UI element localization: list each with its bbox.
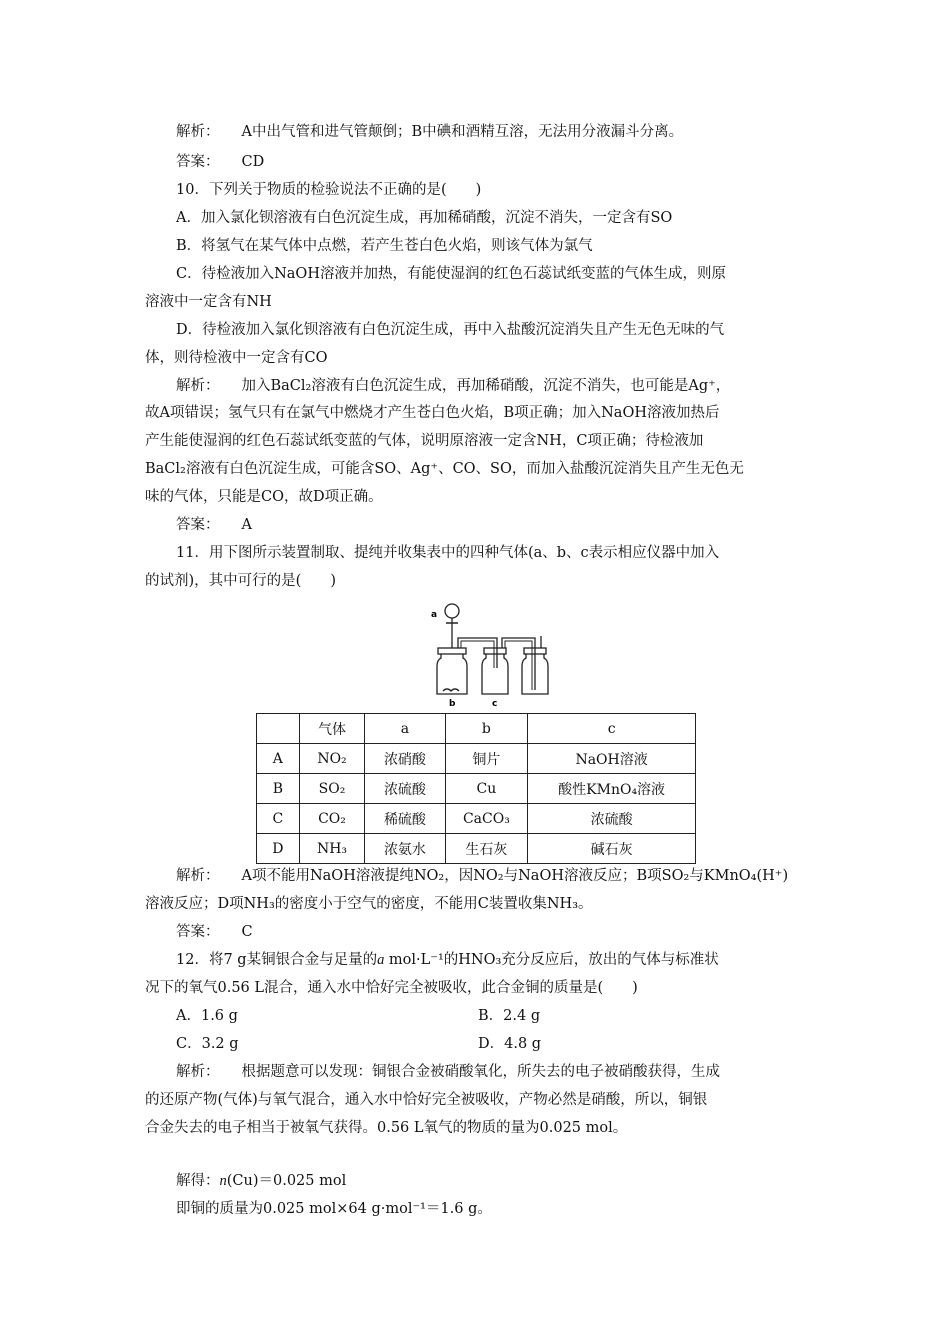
q12-stem-variable: a	[377, 952, 385, 968]
table-cell: 浓硫酸	[528, 804, 696, 834]
table-row	[257, 744, 696, 774]
table-row	[257, 804, 696, 834]
q11-answer: C	[241, 924, 253, 940]
table-cell: 浓硝酸	[365, 744, 445, 774]
table-header-cell: 气体	[299, 714, 365, 744]
q9-answer-line	[176, 152, 264, 172]
table-cell: 酸性KMnO₄溶液	[528, 774, 696, 804]
table-cell: 浓氨水	[365, 834, 445, 864]
table-header-cell: c	[528, 714, 696, 744]
q11-answer-line	[176, 922, 253, 942]
q10-option-d-line2: 体，则待检液中一定含有CO	[145, 350, 328, 366]
q12-option-a: A．1.6 g	[176, 1008, 238, 1024]
label-b: b	[449, 699, 456, 709]
generator-flask	[437, 654, 467, 694]
table-cell: 稀硫酸	[365, 804, 445, 834]
solve-variable: n	[219, 1173, 227, 1189]
table-cell: NH₃	[299, 834, 365, 864]
table-cell: CO₂	[299, 804, 365, 834]
table-cell: NO₂	[299, 744, 365, 774]
table-cell: SO₂	[299, 774, 365, 804]
q12-analysis-text: 根据题意可以发现：铜银合金被硝酸氧化，所失去的电子被硝酸获得，生成	[241, 1064, 720, 1080]
q10-option-a: A．加入氯化钡溶液有白色沉淀生成，再加稀硝酸，沉淀不消失，一定含有SO	[176, 210, 673, 226]
q12-analysis-line2: 的还原产物(气体)与氧气混合，通入水中恰好完全被吸收，产物必然是硝酸，所以，铜银	[145, 1092, 708, 1108]
q9-answer: CD	[241, 154, 265, 170]
q10-analysis-line5: 味的气体，只能是CO，故D项正确。	[145, 489, 383, 505]
table-header-cell: a	[365, 714, 445, 744]
q9-analysis-line	[176, 122, 683, 142]
q12-analysis-line1	[176, 1062, 720, 1082]
table-cell: CaCO₃	[445, 804, 528, 834]
table-cell: 碱石灰	[528, 834, 696, 864]
q11-stem-line1: 11．用下图所示装置制取、提纯并收集表中的四种气体(a、b、c表示相应仪器中加入	[176, 545, 720, 561]
table-header-cell	[257, 714, 300, 744]
table-cell: 生石灰	[445, 834, 528, 864]
q12-stem-part: 12．将7 g某铜银合金与足量的	[176, 952, 378, 968]
q10-analysis-line1	[176, 376, 730, 396]
q11-analysis-line1	[176, 866, 788, 886]
q12-option-d: D．4.8 g	[478, 1036, 542, 1052]
table-cell: B	[257, 774, 300, 804]
table-cell: C	[257, 804, 300, 834]
q11-stem-line2: 的试剂)，其中可行的是( )	[145, 573, 336, 589]
table-cell: A	[257, 744, 300, 774]
gas-table	[256, 713, 696, 864]
table-cell: NaOH溶液	[528, 744, 696, 774]
q12-option-c: C．3.2 g	[176, 1036, 239, 1052]
solve-value: (Cu)＝0.025 mol	[226, 1173, 347, 1189]
q11-analysis-line2: 溶液反应；D项NH₃的密度小于空气的密度，不能用C装置收集NH₃。	[145, 896, 593, 912]
separatory-funnel-bulb	[445, 604, 459, 618]
table-cell: D	[257, 834, 300, 864]
analysis-label: 解析：	[176, 378, 220, 394]
answer-label: 答案：	[176, 924, 220, 940]
q12-analysis-line3: 合金失去的电子相当于被氧气获得。0.56 L氧气的物质的量为0.025 mol。	[145, 1120, 628, 1136]
q12-result-line: 即铜的质量为0.025 mol×64 g·mol⁻¹＝1.6 g。	[176, 1201, 492, 1217]
q12-option-b: B．2.4 g	[478, 1008, 541, 1024]
analysis-label: 解析：	[176, 868, 220, 884]
q9-analysis-text: A中出气管和进气管颠倒；B中碘和酒精互溶，无法用分液漏斗分离。	[241, 124, 684, 140]
table-cell: 铜片	[445, 744, 528, 774]
q12-solve-line	[176, 1171, 346, 1191]
table-cell: 浓硫酸	[365, 774, 445, 804]
q10-analysis-line3: 产生能使湿润的红色石蕊试纸变蓝的气体，说明原溶液一定含NH，C项正确；待检液加	[145, 433, 704, 449]
label-c: c	[492, 699, 498, 709]
table-header-row	[257, 714, 696, 744]
q10-stem: 10．下列关于物质的检验说法不正确的是( )	[176, 182, 482, 198]
analysis-label: 解析：	[176, 124, 220, 140]
q11-analysis-text: A项不能用NaOH溶液提纯NO₂，因NO₂与NaOH溶液反应；B项SO₂与KMnO₄(H⁺)	[241, 868, 789, 884]
purifier-flask	[482, 654, 508, 694]
q12-stem-line2: 况下的氧气0.56 L混合，通入水中恰好完全被吸收，此合金铜的质量是( )	[145, 980, 638, 996]
answer-label: 答案：	[176, 154, 220, 170]
solve-prefix: 解得：	[176, 1173, 220, 1189]
connecting-tube-1	[458, 638, 497, 668]
q10-analysis-text: 加入BaCl₂溶液有白色沉淀生成，再加稀硝酸，沉淀不消失，也可能是Ag⁺，	[241, 378, 731, 394]
q10-answer-line	[176, 515, 252, 535]
q10-option-c-line1: C．待检液加入NaOH溶液并加热，有能使湿润的红色石蕊试纸变蓝的气体生成，则原	[176, 266, 726, 282]
table-row	[257, 774, 696, 804]
table-cell: Cu	[445, 774, 528, 804]
table-header-cell: b	[445, 714, 528, 744]
label-a: a	[431, 610, 438, 620]
q12-stem-line1	[176, 950, 719, 970]
q12-stem-part: mol·L⁻¹的HNO₃充分反应后，放出的气体与标准状	[384, 952, 719, 968]
q10-analysis-line2: 故A项错误；氢气只有在氯气中燃烧才产生苍白色火焰，B项正确；加入NaOH溶液加热后	[145, 405, 720, 421]
connecting-tube-2	[502, 638, 535, 690]
q10-option-d-line1: D．待检液加入氯化钡溶液有白色沉淀生成，再中入盐酸沉淀消失且产生无色无味的气	[176, 322, 725, 338]
table-row	[257, 834, 696, 864]
q10-option-b: B．将氢气在某气体中点燃，若产生苍白色火焰，则该气体为氯气	[176, 238, 593, 254]
q10-analysis-line4: BaCl₂溶液有白色沉淀生成，可能含SO、Ag⁺、CO、SO，而加入盐酸沉淀消失且产生无色无	[145, 461, 744, 477]
analysis-label: 解析：	[176, 1064, 220, 1080]
answer-label: 答案：	[176, 517, 220, 533]
q10-option-c-line2: 溶液中一定含有NH	[145, 294, 272, 310]
q10-answer: A	[241, 517, 252, 533]
gas-apparatus-figure	[425, 598, 560, 710]
